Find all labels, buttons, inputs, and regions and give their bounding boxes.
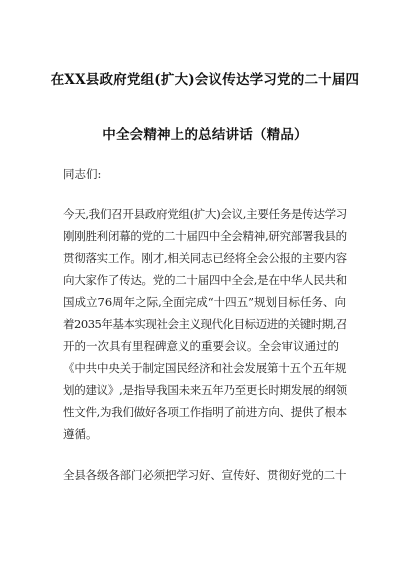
document-title-line-1: 在XX县政府党组(扩大)会议传达学习党的二十届四 (50, 72, 360, 88)
paragraph-1-line: 向大家作了传达。党的二十届四中全会,是在中华人民共和 (63, 273, 347, 287)
paragraph-1-line: 开的一次具有里程碑意义的重要会议。全会审议通过的 (63, 339, 339, 353)
paragraph-1-line: 遵循。 (63, 427, 98, 441)
paragraph-1-line: 刚刚胜利闭幕的党的二十届四中全会精神,研究部署我县的 (63, 229, 347, 243)
paragraph-1-line: 贯彻落实工作。刚才,相关同志已经将全会公报的主要内容 (63, 251, 347, 265)
document-title-line-2: 中全会精神上的总结讲话（精品） (102, 127, 308, 143)
paragraph-1-line: 着2035年基本实现社会主义现代化目标迈进的关键时期,召 (63, 317, 347, 331)
paragraph-2-line: 全县各级各部门必须把学习好、宣传好、贯彻好党的二十 (63, 468, 347, 482)
paragraph-1-line: 今天,我们召开县政府党组(扩大)会议,主要任务是传达学习 (63, 207, 347, 221)
salutation: 同志们: (63, 167, 102, 181)
paragraph-1-line: 划的建议》,是指导我国未来五年乃至更长时期发展的纲领 (63, 383, 347, 397)
paragraph-1-line: 《中共中央关于制定国民经济和社会发展第十五个五年规 (63, 361, 347, 375)
paragraph-1-line: 性文件,为我们做好各项工作指明了前进方向、提供了根本 (63, 405, 347, 419)
paragraph-1-line: 国成立76周年之际,全面完成“十四五”规划目标任务、向 (63, 295, 347, 309)
